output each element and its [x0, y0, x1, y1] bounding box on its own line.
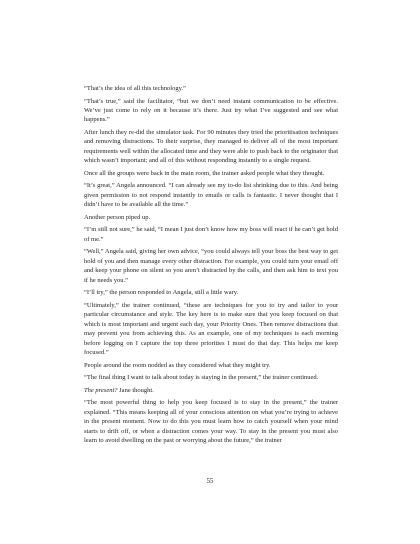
paragraph-12: “The final thing I want to talk about today is staying in the present,” the trainer continued.: [84, 374, 319, 382]
paragraph-9: “I’ll try,” the person responded to Angela, still a little wary.: [84, 289, 239, 297]
page-number: 55: [206, 478, 214, 485]
paragraph-13-rest: Jane thought.: [117, 386, 154, 394]
paragraph-13: [84, 386, 338, 395]
paragraph-8: “Well,” Angela said, giving her own advice, “you could always tell your boss the best way to get hold of you and then manage every other distraction. For example, you could turn your email off and keep your phone on silent so you aren’t distracted by the calls, and then ask him to text you if he needs you.”: [84, 248, 338, 284]
paragraph-5: “It’s great,” Angela announced. “I can already see my to-do list shrinking due to this. And being given permission to not respond instantly to emails or calls is fantastic. I never thought that I didn’t have to be available all the time.”: [84, 182, 338, 209]
paragraph-1: “That’s the idea of all this technology.”: [84, 85, 186, 92]
paragraph-7: “I’m still not sure,” he said, “I mean I just don’t know how my boss will react if he can’t get hold of me.”: [84, 226, 338, 243]
paragraph-6: Another person piped up.: [84, 213, 151, 221]
page-body: [84, 84, 338, 449]
paragraph-10: “Ultimately,” the trainer continued, “these are techniques for you to try and tailor to your particular circumstance and style. The key here is to make sure that you keep focused on that which is most important and urgent each day, your Priority Ones. Then remove distractions that may prevent you from achieving this. As an example, one of my techniques is each morning before logging on I capture the top three priorities I must do that day. This helps me keep focused.”: [84, 301, 338, 357]
paragraph-3: After lunch they re-did the simulator task. For 90 minutes they tried the prioritisation techniques and removing distractions. To their surprise, they managed to deliver all of the most important requirements well within the allocated time and they were able to push back to the originator that which wasn’t important; and all of this without responding instantly to a single request.: [84, 129, 338, 165]
paragraph-2: “That’s true,” said the facilitator, “but we don’t need instant communication to be effective. We’ve just come to rely on it because it’s there. Just try what I’ve suggested and see what happens.”: [84, 97, 338, 124]
paragraph-13-italic: The present?: [84, 386, 118, 394]
paragraph-4: Once all the groups were back in the main room, the trainer asked people what they thought.: [84, 169, 325, 177]
paragraph-11: People around the room nodded as they considered what they might try.: [84, 361, 271, 369]
paragraph-14: “The most powerful thing to help you keep focused is to stay in the present,” the trainer explained. “This means keeping all of your conscious attention on what you’re trying to achieve in the present moment. Now to do this you must learn how to catch yourself when your mind starts to drift off, or when a distraction comes your way. To stay in the present you must also learn to avoid dwelling on the past or worrying about the future,” the trainer: [84, 399, 338, 445]
